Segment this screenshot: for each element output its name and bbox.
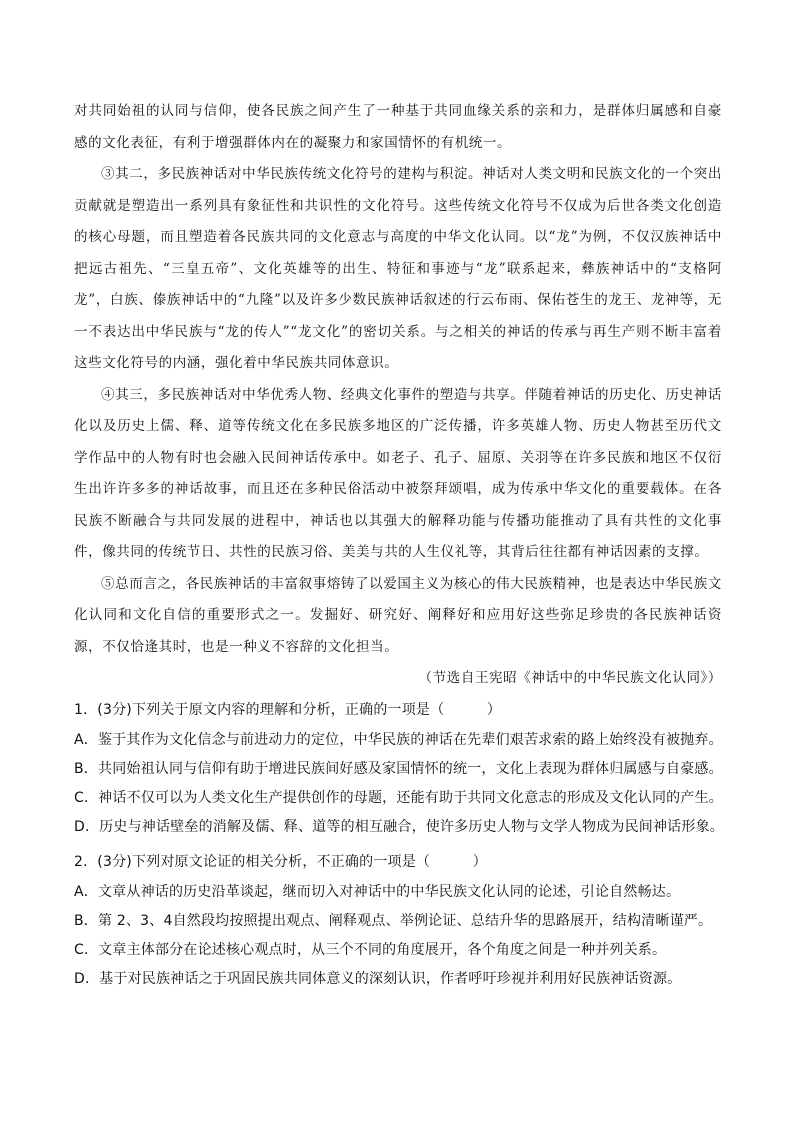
question-2 bbox=[74, 846, 724, 994]
question-1 bbox=[74, 694, 724, 842]
option-c: C．神话不仅可以为人类文化生产提供创作的母题，还能有助于共同文化意志的形成及文化认同的产生。 bbox=[74, 790, 723, 806]
option-c: C．文章主体部分在论述核心观点时，从三个不同的角度展开，各个角度之间是一种并列关系。 bbox=[74, 942, 667, 958]
option-b: B．共同始祖认同与信仰有助于增进民族间好感及家国情怀的统一，文化上表现为群体归属感与自豪感。 bbox=[74, 761, 723, 777]
question-section bbox=[74, 694, 724, 994]
question-stem: 2．(3分)下列对原文论证的相关分析，不正确的一项是（ ） bbox=[74, 854, 487, 870]
option-d: D．历史与神话壁垒的消解及儒、释、道等的相互融合，使许多历史人物与文学人物成为民间神话形象。 bbox=[74, 819, 724, 835]
passage-paragraph-3: ③其二，多民族神话对中华民族传统文化符号的建构与积淀。神话对人类文明和民族文化的一个突出贡献就是塑造出一系列具有象征性和共识性的文化符号。这些传统文化符号不仅成为后世各类文化创造的核心母题，而且塑造着各民族共同的文化意志与高度的中华文化认同。以“龙”为例，不仅汉族神话中把远古祖先、“三皇五帝”、文化英雄等的出生、特征和事迹与“龙”联系起来，彝族神话中的“支格阿龙”，白族、傣族神话中的“九隆”以及许多少数民族神话叙述的行云布雨、保佑苍生的龙王、龙神等，无一不表达出中华民族与“龙的传人”“龙文化”的密切关系。与之相关的神话的传承与再生产则不断丰富着这些文化符号的内涵，强化着中华民族共同体意识。 bbox=[74, 166, 722, 371]
option-a: A．鉴于其作为文化信念与前进动力的定位，中华民族的神话在先辈们艰苦求索的路上始终没有被抛弃。 bbox=[74, 732, 723, 748]
option-a: A．文章从神话的历史沿革谈起，继而切入对神话中的中华民族文化认同的论述，引论自然畅达。 bbox=[74, 884, 681, 900]
option-b: B．第 2、3、4自然段均按照提出观点、阐释观点、举例论证、总结升华的思路展开，结构清晰谨严。 bbox=[74, 913, 713, 929]
option-d: D．基于对民族神话之于巩固民族共同体意义的深刻认识，作者呼吁珍视并利用好民族神话资源。 bbox=[74, 971, 682, 987]
reading-passage bbox=[74, 96, 722, 695]
passage-paragraph-5: ⑤总而言之，各民族神话的丰富叙事熔铸了以爱国主义为核心的伟大民族精神，也是表达中华民族文化认同和文化自信的重要形式之一。发掘好、研究好、阐释好和应用好这些弥足珍贵的各民族神话资源，不仅恰逢其时，也是一种义不容辞的文化担当。 bbox=[74, 575, 722, 655]
passage-source: （节选自王宪昭《神话中的中华民族文化认同》） bbox=[418, 670, 722, 686]
question-stem: 1．(3分)下列关于原文内容的理解和分析，正确的一项是（ ） bbox=[74, 702, 502, 718]
passage-paragraph-intro: 对共同始祖的认同与信仰，使各民族之间产生了一种基于共同血缘关系的亲和力，是群体归属感和自豪感的文化表征，有利于增强群体内在的凝聚力和家国情怀的有机统一。 bbox=[74, 103, 722, 151]
passage-paragraph-4: ④其三，多民族神话对中华优秀人物、经典文化事件的塑造与共享。伴随着神话的历史化、历史神话化以及历史上儒、释、道等传统文化在多民族多地区的广泛传播，许多英雄人物、历史人物甚至历代文学作品中的人物有时也会融入民间神话传承中。如老子、孔子、屈原、关羽等在许多民族和地区不仅衍生出许许多多的神话故事，而且还在多种民俗活动中被祭拜颂唱，成为传承中华文化的重要载体。在各民族不断融合与共同发展的进程中，神话也以其强大的解释功能与传播功能推动了具有共性的文化事件，像共同的传统节日、共性的民族习俗、美美与共的人生仪礼等，其背后往往都有神话因素的支撑。 bbox=[74, 386, 722, 560]
